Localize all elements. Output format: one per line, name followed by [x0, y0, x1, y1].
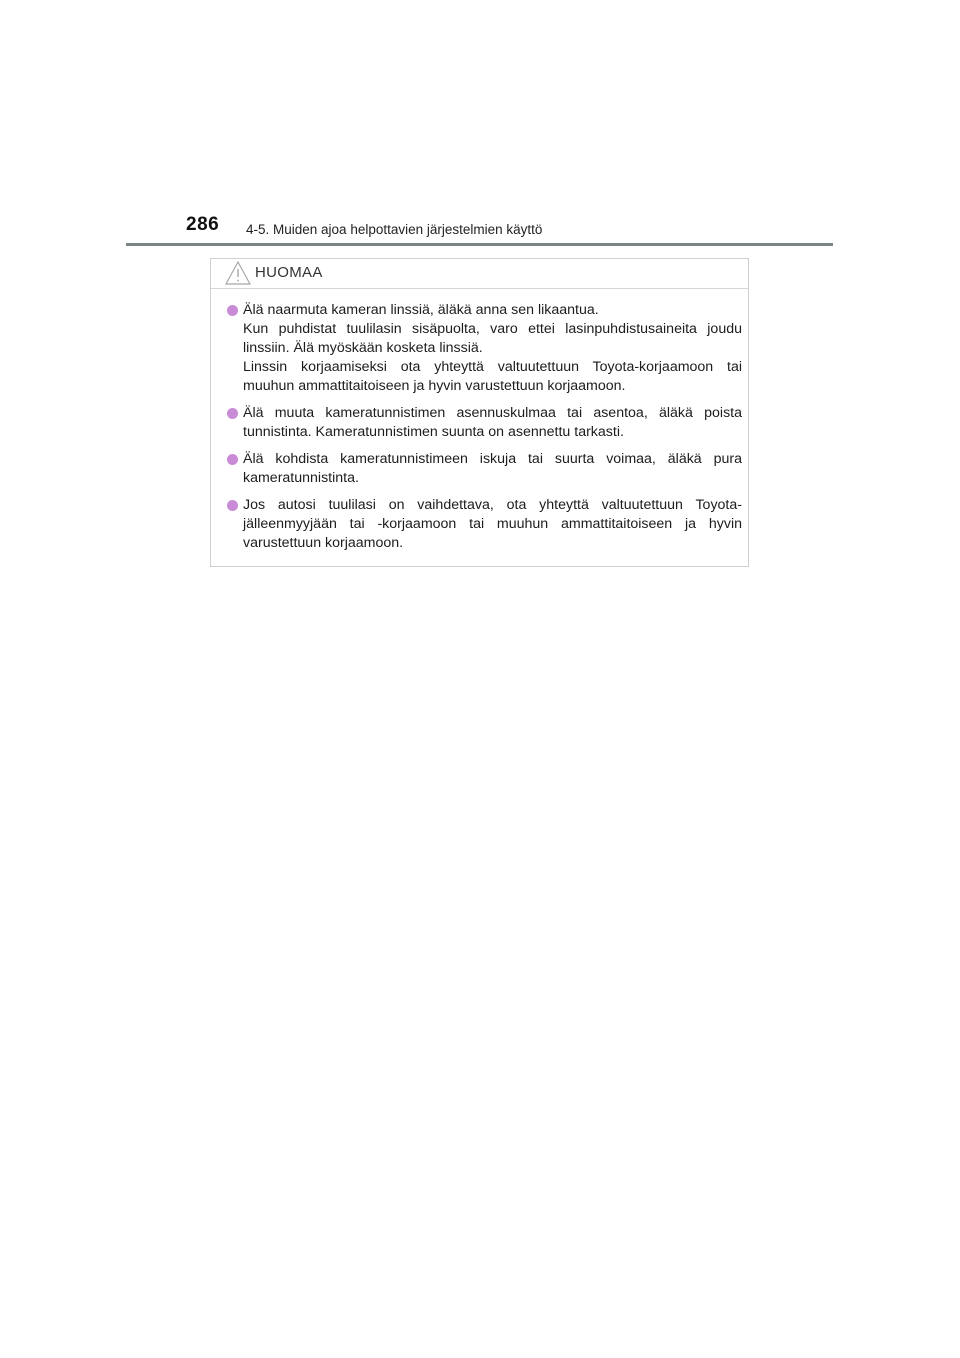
notice-item	[225, 404, 742, 442]
notice-item-line: jälleenmyyjään tai -korjaamoon tai muuhun ammattitaitoiseen ja hyvin	[243, 516, 742, 532]
notice-item-line: Kun puhdistat tuulilasin sisäpuolta, varo ettei lasinpuhdistusaineita joudu	[243, 321, 742, 337]
notice-title: HUOMAA	[255, 264, 323, 281]
notice-item-line: varustettuun korjaamoon.	[243, 535, 404, 551]
notice-item-line: Jos autosi tuulilasi on vaihdettava, ota yhteyttä valtuutettuun Toyota-	[243, 497, 742, 513]
notice-list	[211, 289, 748, 553]
notice-item-line: Älä muuta kameratunnistimen asennuskulmaa tai asentoa, äläkä poista	[243, 405, 742, 421]
bullet-icon	[227, 408, 238, 419]
notice-item-line: linssiin. Älä myöskään kosketa linssiä.	[243, 340, 483, 356]
notice-item	[225, 301, 742, 396]
section-title: 4-5. Muiden ajoa helpottavien järjestelmien käyttö	[246, 222, 543, 237]
page-number: 286	[186, 214, 220, 235]
bullet-icon	[227, 305, 238, 316]
notice-item-line: tunnistinta. Kameratunnistimen suunta on asennettu tarkasti.	[243, 424, 624, 440]
notice-item	[225, 496, 742, 553]
notice-item	[225, 450, 742, 488]
notice-box	[210, 258, 749, 567]
notice-item-line: Älä kohdista kameratunnistimeen iskuja tai suurta voimaa, äläkä pura	[243, 451, 742, 467]
notice-item-line: muuhun ammattitaitoiseen ja hyvin varustettuun korjaamoon.	[243, 378, 626, 394]
notice-item-line: Älä naarmuta kameran linssiä, äläkä anna sen likaantua.	[243, 302, 599, 318]
header-rule	[126, 243, 833, 246]
notice-header	[211, 259, 748, 289]
notice-item-line: Linssin korjaamiseksi ota yhteyttä valtuutettuun Toyota-korjaamoon tai	[243, 359, 742, 375]
warning-triangle-icon	[225, 261, 251, 285]
bullet-icon	[227, 500, 238, 511]
notice-item-line: kameratunnistinta.	[243, 470, 359, 486]
bullet-icon	[227, 454, 238, 465]
